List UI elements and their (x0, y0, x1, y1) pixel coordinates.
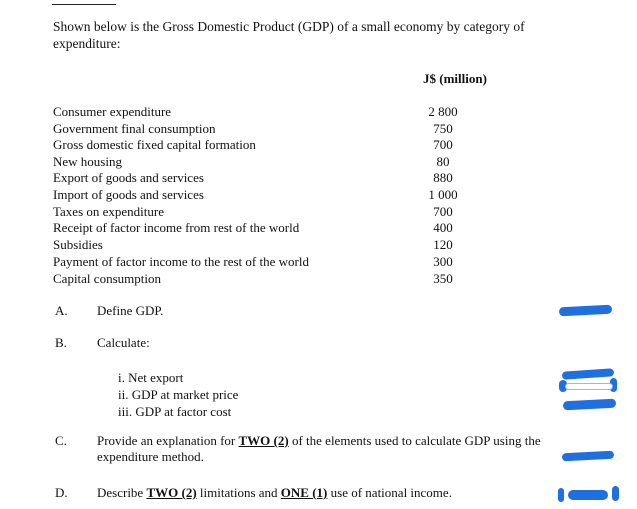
question-b-text: Calculate: (97, 335, 150, 350)
table-row (53, 237, 473, 254)
gdp-table (53, 104, 473, 288)
question-d-line (97, 485, 452, 501)
subitem-gdp-market-price: ii. GDP at market price (118, 387, 239, 402)
row-label: Payment of factor income to the rest of the world (53, 254, 309, 270)
row-value: 2 800 (428, 104, 458, 119)
row-label: Capital consumption (53, 270, 161, 286)
question-d-text-2: limitations and (196, 485, 281, 500)
row-label: Receipt of factor income from rest of the world (53, 220, 300, 236)
row-label: Subsidies (53, 237, 103, 253)
redaction-mark-d-right (612, 486, 619, 501)
intro-text: Shown below is the Gross Domestic Product (GDP) of a small economy by category of expenditure: (53, 19, 525, 51)
question-c-text-2: of the elements used to calculate GDP using the (288, 433, 541, 448)
row-value: 700 (433, 203, 453, 219)
row-value: 300 (433, 254, 453, 270)
redaction-mark-b1 (562, 368, 614, 380)
top-rule (52, 4, 116, 5)
question-b-letter: B. (55, 335, 67, 350)
table-row (53, 121, 473, 138)
question-c-line-2: expenditure method. (97, 449, 204, 464)
table-row (53, 104, 473, 121)
table-row (53, 204, 473, 221)
table-row (53, 220, 473, 237)
question-d-letter: D. (55, 485, 68, 500)
question-d-emphasis-1: TWO (2) (146, 485, 197, 500)
question-c-emphasis: TWO (2) (238, 433, 289, 448)
table-row (53, 154, 473, 171)
question-c-line-1 (97, 433, 541, 449)
subitem-net-export: i. Net export (118, 370, 184, 385)
row-label: Consumer expenditure (53, 104, 172, 119)
row-value: 120 (433, 237, 453, 253)
row-value: 80 (436, 153, 450, 169)
row-value: 700 (433, 137, 453, 153)
question-d-emphasis-2: ONE (1) (280, 485, 328, 500)
row-label: Taxes on expenditure (53, 203, 164, 219)
question-c-letter: C. (55, 433, 67, 448)
row-value: 1 000 (428, 186, 458, 202)
redaction-mark-a (559, 305, 612, 317)
question-d-text-3: use of national income. (327, 485, 452, 500)
row-label: Import of goods and services (53, 186, 204, 202)
question-a-letter: A. (55, 303, 68, 318)
redaction-mark-d (568, 490, 608, 500)
question-c-text-1: Provide an explanation for (97, 433, 239, 448)
unit-header: J$ (million) (423, 71, 487, 86)
row-label: New housing (53, 153, 122, 169)
subitem-gdp-factor-cost: iii. GDP at factor cost (118, 404, 232, 419)
row-value: 750 (433, 120, 453, 136)
row-label: Gross domestic fixed capital formation (53, 137, 256, 153)
question-b-subitems (118, 369, 238, 420)
row-label: Export of goods and services (53, 170, 204, 186)
row-value: 350 (433, 270, 453, 286)
table-row (53, 170, 473, 187)
row-value: 880 (433, 170, 453, 186)
row-label: Government final consumption (53, 120, 216, 136)
redaction-mark-d-left (558, 488, 564, 502)
question-d-text-1: Describe (97, 485, 147, 500)
row-value: 400 (433, 220, 453, 236)
table-row (53, 187, 473, 204)
redaction-mark-b3 (563, 399, 616, 411)
question-a-text: Define GDP. (97, 303, 164, 318)
table-row (53, 254, 473, 271)
redaction-mark-b2-gap (565, 383, 613, 390)
table-row (53, 137, 473, 154)
redaction-mark-c (562, 451, 614, 462)
table-row (53, 271, 473, 288)
